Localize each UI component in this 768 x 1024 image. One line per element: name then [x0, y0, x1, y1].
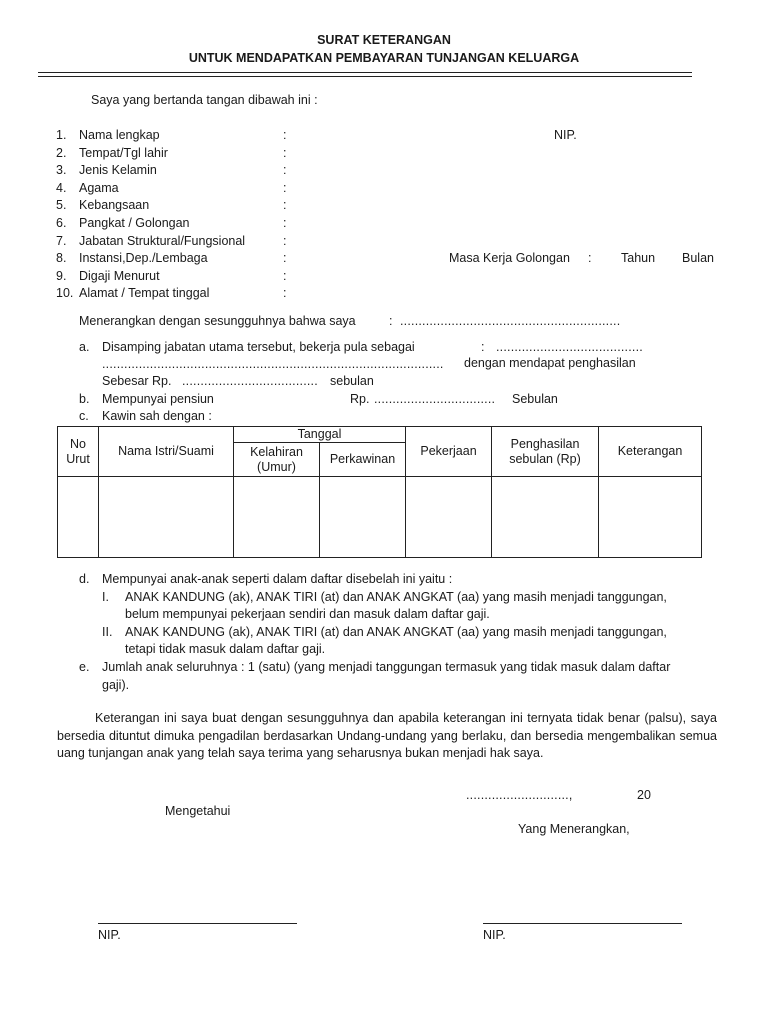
header-rule-thin	[38, 76, 692, 77]
header-rule-thick	[38, 72, 692, 73]
nip-label: NIP.	[554, 128, 577, 142]
item-a-letter: a.	[79, 340, 90, 354]
field-colon: :	[283, 198, 287, 213]
item-a-line1: Disamping jabatan utama tersebut, bekerja pula sebagai	[102, 340, 415, 354]
col-keterangan: Keterangan	[599, 427, 702, 477]
signature-line-right	[483, 923, 682, 924]
col-perkawinan: Perkawinan	[320, 443, 406, 477]
signature-line-left	[98, 923, 297, 924]
item-c-letter: c.	[79, 409, 89, 423]
cell-keterangan[interactable]	[599, 477, 702, 558]
field-colon: :	[283, 145, 287, 160]
item-e-line1: Jumlah anak seluruhnya : 1 (satu) (yang menjadi tanggungan termasuk yang tidak masuk dalam daftar	[102, 660, 671, 674]
declaration-text: Menerangkan dengan sesungguhnya bahwa saya	[79, 314, 356, 328]
item-e-letter: e.	[79, 660, 90, 674]
item-a-sebulan: sebulan	[330, 374, 374, 388]
item-a-dots2: .............................................................................................	[102, 357, 444, 371]
field-number: 5.	[56, 198, 67, 213]
field-label: Instansi,Dep./Lembaga	[79, 251, 208, 266]
item-b-rp: Rp.	[350, 392, 370, 406]
intro-text: Saya yang bertanda tangan dibawah ini :	[91, 93, 318, 107]
field-colon: :	[283, 128, 287, 142]
yang-menerangkan-label: Yang Menerangkan,	[518, 822, 630, 836]
item-b-text: Mempunyai pensiun	[102, 392, 214, 406]
field-label: Nama lengkap	[79, 128, 160, 142]
field-label: Agama	[79, 180, 119, 195]
col-no-urut: No Urut	[58, 427, 99, 477]
col-penghasilan: Penghasilan sebulan (Rp)	[492, 427, 599, 477]
field-label: Tempat/Tgl lahir	[79, 145, 168, 160]
field-number: 7.	[56, 233, 67, 248]
item-a-dots1: ........................................	[496, 340, 643, 354]
item-d-sub2-line2: tetapi tidak masuk dalam daftar gaji.	[125, 642, 326, 656]
field-number: 9.	[56, 268, 67, 283]
closing-paragraph: Keterangan ini saya buat dengan sesungguhnya dan apabila keterangan ini ternyata tidak benar (palsu), saya bersedia dituntut dimuka pengadilan berdasarkan Undang-undang yang berlaku, dan bersedia mengembalikan semua uang tunjangan anak yang telah saya terima yang seharusnya bukan menjadi hak saya.	[57, 711, 717, 760]
col-pekerjaan: Pekerjaan	[406, 427, 492, 477]
field-number: 3.	[56, 163, 67, 178]
item-a-colon: :	[481, 340, 485, 354]
spouse-table	[57, 426, 702, 558]
field-colon: :	[283, 251, 287, 266]
cell-perkawinan[interactable]	[320, 477, 406, 558]
field-number: 10.	[56, 286, 74, 301]
year-label: 20	[637, 788, 651, 802]
item-b-dots: .................................	[374, 392, 496, 406]
field-colon: :	[283, 180, 287, 195]
field-number: 2.	[56, 145, 67, 160]
field-label: Jenis Kelamin	[79, 163, 157, 178]
table-row	[58, 477, 702, 558]
field-number: 4.	[56, 180, 67, 195]
item-d-text: Mempunyai anak-anak seperti dalam daftar disebelah ini yaitu :	[102, 572, 453, 586]
field-label: Kebangsaan	[79, 198, 150, 213]
nip-right: NIP.	[483, 928, 506, 942]
item-b-sebulan: Sebulan	[512, 392, 558, 406]
field-label: Alamat / Tempat tinggal	[79, 286, 210, 301]
field-number: 6.	[56, 216, 67, 230]
cell-no[interactable]	[58, 477, 99, 558]
masa-kerja-colon: :	[588, 251, 592, 265]
item-a-suffix: dengan mendapat penghasilan	[464, 356, 636, 370]
item-d-roman-1: I.	[102, 590, 109, 604]
item-a-dots3: .....................................	[182, 374, 318, 388]
item-d-sub2-line1: ANAK KANDUNG (ak), ANAK TIRI (at) dan ANAK ANGKAT (aa) yang masih menjadi tanggungan,	[125, 625, 667, 639]
masa-kerja-tahun: Tahun	[621, 251, 656, 265]
mengetahui-label: Mengetahui	[165, 804, 231, 818]
document-title: SURAT KETERANGAN	[317, 33, 451, 47]
cell-nama[interactable]	[99, 477, 234, 558]
nip-left: NIP.	[98, 928, 121, 942]
document-subtitle: UNTUK MENDAPATKAN PEMBAYARAN TUNJANGAN KELUARGA	[188, 51, 580, 65]
col-nama: Nama Istri/Suami	[99, 427, 234, 477]
item-d-roman-2: II.	[102, 625, 113, 639]
field-colon: :	[283, 268, 287, 283]
item-d-sub1-line1: ANAK KANDUNG (ak), ANAK TIRI (at) dan ANAK ANGKAT (aa) yang masih menjadi tanggungan,	[125, 590, 667, 604]
field-colon: :	[283, 163, 287, 178]
declaration-dots: ............................................................	[400, 314, 621, 328]
masa-kerja-bulan: Bulan	[682, 251, 714, 265]
field-colon: :	[283, 216, 287, 230]
cell-kelahiran[interactable]	[234, 477, 320, 558]
field-colon: :	[283, 233, 287, 248]
field-number: 1.	[56, 128, 67, 142]
declaration-colon: :	[389, 314, 393, 328]
item-b-letter: b.	[79, 392, 90, 406]
item-d-letter: d.	[79, 572, 90, 586]
item-c-text: Kawin sah dengan :	[102, 409, 212, 423]
field-number: 8.	[56, 251, 67, 266]
col-tanggal: Tanggal	[234, 427, 406, 443]
field-colon: :	[283, 286, 287, 301]
place-date-dots: ............................,	[466, 788, 573, 802]
cell-pekerjaan[interactable]	[406, 477, 492, 558]
col-kelahiran: Kelahiran (Umur)	[234, 443, 320, 477]
cell-penghasilan[interactable]	[492, 477, 599, 558]
field-label: Pangkat / Golongan	[79, 216, 190, 230]
field-label: Jabatan Struktural/Fungsional	[79, 233, 246, 248]
field-label: Digaji Menurut	[79, 268, 160, 283]
item-a-sebesar: Sebesar Rp.	[102, 374, 172, 388]
item-d-sub1-line2: belum mempunyai pekerjaan sendiri dan masuk dalam daftar gaji.	[125, 607, 490, 621]
item-e-line2: gaji).	[102, 678, 130, 692]
masa-kerja-label: Masa Kerja Golongan	[449, 251, 570, 265]
